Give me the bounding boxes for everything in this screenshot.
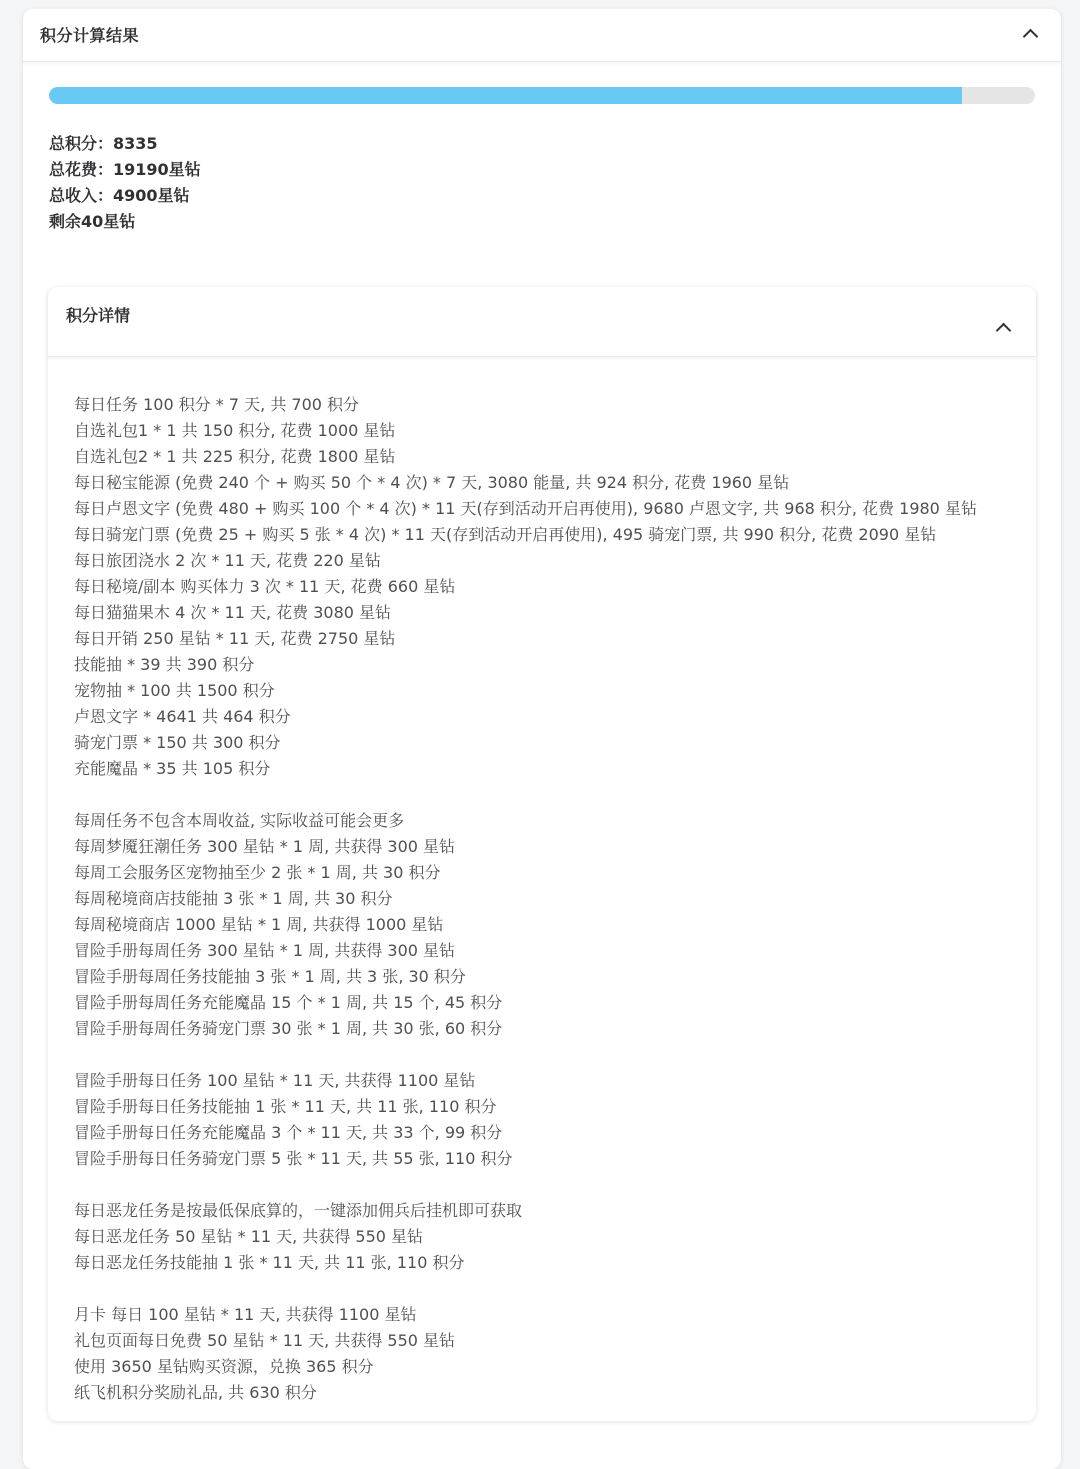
results-panel-title: 积分计算结果 [40,26,140,45]
detail-line: 自选礼包2 * 1 共 225 积分, 花费 1800 星钻 [74,447,396,466]
details-panel-title: 积分详情 [66,306,131,325]
detail-line: 冒险手册每周任务技能抽 3 张 * 1 周, 共 3 张, 30 积分 [74,967,466,986]
detail-line: 每日秘境/副本 购买体力 3 次 * 11 天, 花费 660 星钻 [74,577,456,596]
detail-line: 宠物抽 * 100 共 1500 积分 [74,681,275,700]
detail-line: 每周任务不包含本周收益, 实际收益可能会更多 [74,811,405,830]
detail-line: 冒险手册每周任务 300 星钻 * 1 周, 共获得 300 星钻 [74,941,456,960]
progress-bar-fill [49,87,962,104]
total-cost: 总花费：19190星钻 [49,160,201,179]
summary-block [49,131,201,235]
detail-line: 冒险手册每日任务 100 星钻 * 11 天, 共获得 1100 星钻 [74,1071,476,1090]
detail-line: 每日开销 250 星钻 * 11 天, 花费 2750 星钻 [74,629,396,648]
detail-line: 每日秘宝能源 (免费 240 个 + 购买 50 个 * 4 次) * 7 天, 3080 能量, 共 924 积分, 花费 1960 星钻 [74,473,790,492]
chevron-up-icon[interactable] [996,323,1012,339]
detail-line: 冒险手册每日任务骑宠门票 5 张 * 11 天, 共 55 张, 110 积分 [74,1149,513,1168]
results-panel-header[interactable] [23,9,1061,62]
detail-line: 每日骑宠门票 (免费 25 + 购买 5 张 * 4 次) * 11 天(存到活动开启再使用), 495 骑宠门票, 共 990 积分, 花费 2090 星钻 [74,525,937,544]
detail-line: 冒险手册每周任务骑宠门票 30 张 * 1 周, 共 30 张, 60 积分 [74,1019,503,1038]
detail-line: 纸飞机积分奖励礼品, 共 630 积分 [74,1383,317,1402]
details-panel-header[interactable] [48,287,1036,357]
detail-line: 技能抽 * 39 共 390 积分 [74,655,255,674]
remaining-diamonds: 剩余40星钻 [49,212,136,231]
detail-line: 每日旅团浇水 2 次 * 11 天, 花费 220 星钻 [74,551,381,570]
detail-line: 冒险手册每日任务技能抽 1 张 * 11 天, 共 11 张, 110 积分 [74,1097,497,1116]
group-spacer [74,1172,1024,1198]
detail-line: 每周梦魇狂潮任务 300 星钻 * 1 周, 共获得 300 星钻 [74,837,456,856]
detail-line: 每周工会服务区宠物抽至少 2 张 * 1 周, 共 30 积分 [74,863,441,882]
total-income: 总收入：4900星钻 [49,186,190,205]
detail-line: 每日猫猫果木 4 次 * 11 天, 花费 3080 星钻 [74,603,392,622]
detail-line: 骑宠门票 * 150 共 300 积分 [74,733,281,752]
detail-line: 每日任务 100 积分 * 7 天, 共 700 积分 [74,395,360,414]
group-spacer [74,1042,1024,1068]
detail-line: 礼包页面每日免费 50 星钻 * 11 天, 共获得 550 星钻 [74,1331,456,1350]
detail-line: 每日恶龙任务技能抽 1 张 * 11 天, 共 11 张, 110 积分 [74,1253,465,1272]
detail-line: 月卡 每日 100 星钻 * 11 天, 共获得 1100 星钻 [74,1305,417,1324]
group-spacer [74,782,1024,808]
detail-line: 冒险手册每周任务充能魔晶 15 个 * 1 周, 共 15 个, 45 积分 [74,993,503,1012]
detail-line: 每日恶龙任务是按最低保底算的，一键添加佣兵后挂机即可获取 [74,1201,523,1220]
details-panel [48,287,1036,1421]
detail-line: 充能魔晶 * 35 共 105 积分 [74,759,271,778]
detail-line: 卢恩文字 * 4641 共 464 积分 [74,707,291,726]
detail-line: 每周秘境商店技能抽 3 张 * 1 周, 共 30 积分 [74,889,393,908]
chevron-up-icon[interactable] [1023,29,1039,45]
group-spacer [74,1276,1024,1302]
detail-line: 冒险手册每日任务充能魔晶 3 个 * 11 天, 共 33 个, 99 积分 [74,1123,503,1142]
detail-line: 每日恶龙任务 50 星钻 * 11 天, 共获得 550 星钻 [74,1227,424,1246]
detail-line: 自选礼包1 * 1 共 150 积分, 花费 1000 星钻 [74,421,396,440]
details-list [74,392,1024,1406]
results-panel [23,9,1061,1469]
detail-line: 每日卢恩文字 (免费 480 + 购买 100 个 * 4 次) * 11 天(存到活动开启再使用), 9680 卢恩文字, 共 968 积分, 花费 1980 星钻 [74,499,977,518]
progress-bar [49,87,1035,104]
detail-line: 每周秘境商店 1000 星钻 * 1 周, 共获得 1000 星钻 [74,915,444,934]
detail-line: 使用 3650 星钻购买资源，兑换 365 积分 [74,1357,374,1376]
total-points: 总积分：8335 [49,134,158,153]
